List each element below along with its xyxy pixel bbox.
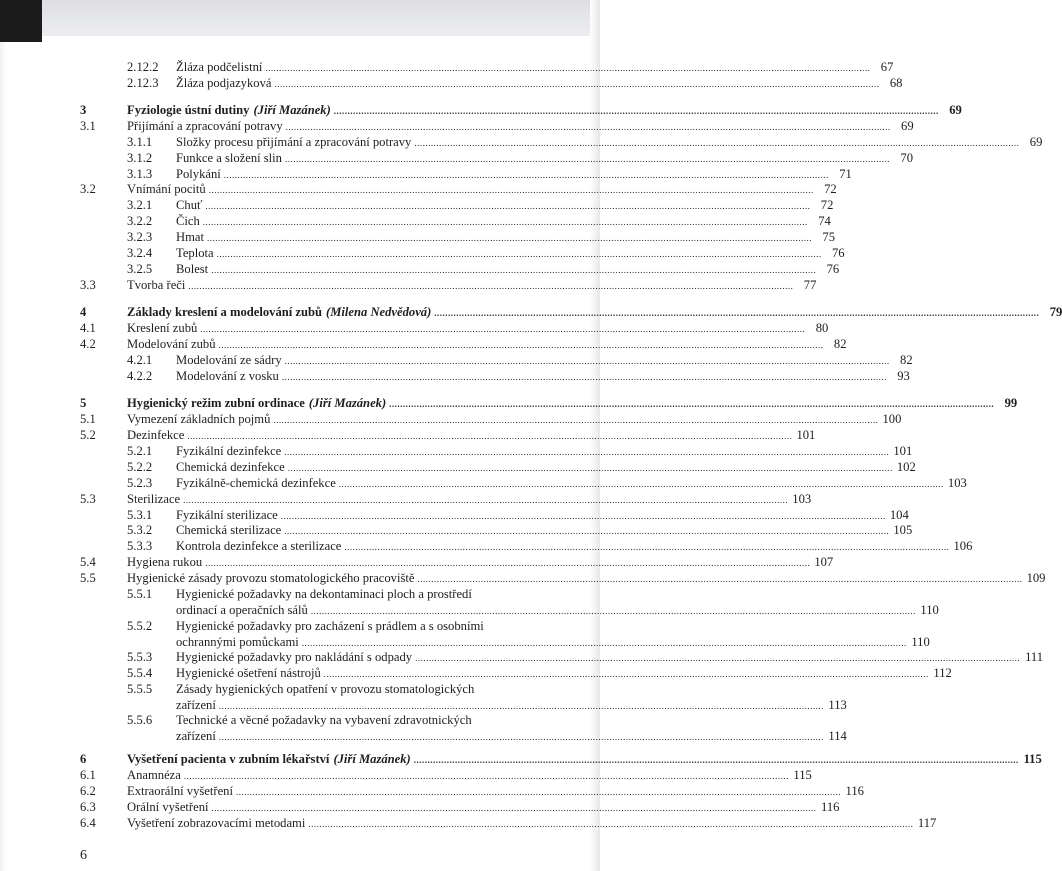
- toc-leader-dots: ............................................................................................................................................................................................................................: [274, 79, 880, 89]
- toc-entry-line: [176, 698, 847, 714]
- toc-entry[interactable]: [0, 182, 837, 198]
- toc-leader-dots: ............................................................................................................................................................................................................................: [323, 669, 929, 679]
- toc-entry-title: Anamnéza: [127, 768, 181, 782]
- toc-leader-dots: ............................................................................................................................................................................................................................: [414, 138, 1020, 148]
- toc-entry-number: 3.2.3: [127, 230, 153, 244]
- toc-entry-number: 3.1.1: [127, 135, 153, 149]
- toc-entry-number: 3.2: [80, 182, 96, 196]
- toc-entry-title-continued: zařízení: [176, 729, 216, 743]
- toc-entry[interactable]: [0, 230, 835, 246]
- toc-entry-line: [127, 396, 1018, 412]
- toc-entry[interactable]: [0, 508, 909, 524]
- toc-entry-line: [127, 555, 834, 571]
- toc-leader-dots: ............................................................................................................................................................................................................................: [417, 574, 1023, 584]
- toc-entry-page: 69: [1029, 135, 1043, 149]
- toc-entry-line: [176, 198, 834, 214]
- toc-entry-line: [127, 103, 962, 119]
- toc-entry-line: [176, 476, 967, 492]
- toc-entry-title: Polykání: [176, 167, 221, 181]
- toc-entry-line: [127, 492, 812, 508]
- toc-entry-line: [176, 650, 1044, 666]
- toc-leader-dots: ............................................................................................................................................................................................................................: [216, 249, 822, 259]
- toc-entry-page: 115: [793, 768, 812, 782]
- toc-entry-line: [176, 508, 909, 524]
- toc-entry[interactable]: [0, 784, 864, 800]
- toc-entry-title: Hygienické požadavky pro nakládání s odpady: [176, 650, 413, 664]
- toc-entry[interactable]: [0, 135, 1043, 151]
- toc-entry-line: [176, 369, 910, 385]
- toc-entry-number: 6.1: [80, 768, 96, 782]
- toc-entry-page: 75: [822, 230, 835, 244]
- toc-entry[interactable]: [0, 246, 845, 262]
- toc-entry-line: [176, 460, 916, 476]
- toc-entry-line: [176, 444, 913, 460]
- toc-entry-title: Funkce a složení slin: [176, 151, 282, 165]
- toc-entry[interactable]: [0, 523, 913, 539]
- toc-entry[interactable]: [0, 571, 1046, 587]
- toc-leader-dots: ............................................................................................................................................................................................................................: [434, 308, 1040, 318]
- toc-entry-line: [127, 816, 937, 832]
- toc-entry-number: 5.5: [80, 571, 96, 585]
- toc-entry-page: 99: [1004, 396, 1018, 410]
- toc-entry-page: 106: [953, 539, 973, 553]
- toc-entry-page: 77: [803, 278, 817, 292]
- toc-entry[interactable]: [0, 396, 1018, 412]
- toc-leader-dots: ............................................................................................................................................................................................................................: [187, 431, 793, 441]
- toc-entry-number: 5.5.5: [127, 682, 153, 696]
- toc-entry-page: 72: [824, 182, 837, 196]
- toc-entry-number: 3.2.5: [127, 262, 153, 276]
- toc-entry[interactable]: [0, 262, 840, 278]
- toc-entry-number: 2.12.2: [127, 60, 159, 74]
- toc-entry-page: 107: [814, 555, 834, 569]
- toc-leader-dots: ............................................................................................................................................................................................................................: [208, 185, 814, 195]
- toc-entry-page: 110: [920, 603, 939, 617]
- toc-leader-dots: ............................................................................................................................................................................................................................: [344, 542, 950, 552]
- toc-leader-dots: ............................................................................................................................................................................................................................: [188, 281, 794, 291]
- toc-entry-title: Modelování ze sádry: [176, 353, 282, 367]
- toc-entry-number: 2.12.3: [127, 76, 159, 90]
- toc-entry-title: Vyšetření zobrazovacími metodami: [127, 816, 306, 830]
- toc-entry-number: 4.1: [80, 321, 96, 335]
- toc-entry[interactable]: [0, 587, 939, 619]
- toc-leader-dots: ............................................................................................................................................................................................................................: [308, 819, 914, 829]
- toc-entry-title: Dezinfekce: [127, 428, 185, 442]
- toc-entry-title: Hygienické požadavky pro zacházení s prádlem a s osobními: [176, 619, 484, 633]
- toc-leader-dots: ............................................................................................................................................................................................................................: [284, 154, 890, 164]
- toc-leader-dots: ............................................................................................................................................................................................................................: [281, 372, 887, 382]
- toc-leader-dots: ............................................................................................................................................................................................................................: [200, 324, 806, 334]
- toc-entry-number: 4.2.2: [127, 369, 153, 383]
- toc-entry[interactable]: [0, 321, 829, 337]
- toc-leader-dots: ............................................................................................................................................................................................................................: [211, 265, 817, 275]
- toc-leader-dots: ............................................................................................................................................................................................................................: [333, 106, 939, 116]
- toc-entry-line: [127, 305, 1062, 321]
- toc-entry-page: 117: [917, 816, 937, 830]
- toc-entry-page: 70: [900, 151, 913, 165]
- toc-entry-number: 4.2: [80, 337, 96, 351]
- toc-entry-title: Modelování zubů: [127, 337, 216, 351]
- toc-entry-title: Přijímání a zpracování potravy: [127, 119, 283, 133]
- toc-entry-page: 116: [845, 784, 864, 798]
- toc-entry-line: [127, 278, 817, 294]
- toc-entry-title: Orální vyšetření: [127, 800, 209, 814]
- toc-leader-dots: ............................................................................................................................................................................................................................: [202, 217, 808, 227]
- toc-entry-number: 5.2.3: [127, 476, 153, 490]
- toc-entry-page: 69: [949, 103, 962, 117]
- toc-entry-number: 6: [80, 752, 87, 766]
- toc-entry-number: 5.3.3: [127, 539, 153, 553]
- toc-entry[interactable]: [0, 151, 913, 167]
- toc-entry[interactable]: [0, 119, 914, 135]
- toc-entry-title: Hygiena rukou: [127, 555, 203, 569]
- toc-leader-dots: ............................................................................................................................................................................................................................: [285, 122, 891, 132]
- toc-leader-dots: ............................................................................................................................................................................................................................: [413, 755, 1019, 765]
- toc-leader-dots: ............................................................................................................................................................................................................................: [205, 558, 811, 568]
- toc-entry[interactable]: [0, 214, 831, 230]
- toc-leader-dots: ............................................................................................................................................................................................................................: [205, 201, 811, 211]
- toc-entry-number: 5.4: [80, 555, 96, 569]
- toc-entry[interactable]: [0, 492, 812, 508]
- toc-entry-page: 111: [1025, 650, 1044, 664]
- toc-entry-line: [176, 523, 913, 539]
- toc-entry-line: [176, 619, 558, 634]
- toc-entry[interactable]: [0, 752, 1042, 768]
- toc-entry-title: Vyšetření pacienta v zubním lékařství: [127, 752, 330, 766]
- toc-entry-line: [176, 135, 1043, 151]
- toc-entry-number: 5.3: [80, 492, 96, 506]
- toc-leader-dots: ............................................................................................................................................................................................................................: [223, 170, 829, 180]
- toc-entry-number: 5.5.4: [127, 666, 153, 680]
- toc-entry-page: 69: [901, 119, 914, 133]
- toc-entry-line: [176, 214, 831, 230]
- toc-entry-page: 114: [828, 729, 847, 743]
- toc-entry[interactable]: [0, 412, 902, 428]
- toc-entry-line: [176, 682, 558, 697]
- toc-entry-page: 82: [833, 337, 847, 351]
- toc-entry-line: [127, 800, 840, 816]
- toc-entry-line: [127, 337, 847, 353]
- toc-entry-number: 5.3.1: [127, 508, 153, 522]
- toc-entry-number: 3.2.1: [127, 198, 153, 212]
- toc-entry-number: 4: [80, 305, 87, 319]
- toc-entry[interactable]: [0, 713, 847, 745]
- toc-leader-dots: ............................................................................................................................................................................................................................: [287, 463, 893, 473]
- toc-leader-dots: ............................................................................................................................................................................................................................: [284, 526, 890, 536]
- toc-entry-page: 102: [896, 460, 916, 474]
- toc-entry[interactable]: [0, 619, 930, 651]
- toc-entry-number: 5.2: [80, 428, 96, 442]
- toc-entry-page: 71: [839, 167, 852, 181]
- toc-entry[interactable]: [0, 666, 952, 682]
- toc-leader-dots: ............................................................................................................................................................................................................................: [273, 415, 879, 425]
- toc-entry-number: 5.5.6: [127, 713, 153, 727]
- toc-entry-page: 76: [826, 262, 840, 276]
- toc-entry-line: [127, 428, 816, 444]
- toc-entry[interactable]: [0, 337, 847, 353]
- toc-entry-title: Chemická dezinfekce: [176, 460, 285, 474]
- toc-entry[interactable]: [0, 198, 834, 214]
- toc-entry-line: [127, 412, 902, 428]
- toc-entry-title: Fyziologie ústní dutiny: [127, 103, 250, 117]
- toc-entry-number: 3.2.2: [127, 214, 153, 228]
- toc-entry-line: [176, 729, 847, 745]
- toc-entry[interactable]: [0, 460, 916, 476]
- toc-entry-number: 5.5.3: [127, 650, 153, 664]
- toc-entry[interactable]: [0, 816, 937, 832]
- toc-entry-page: 93: [897, 369, 910, 383]
- toc-entry-page: 103: [792, 492, 812, 506]
- toc-entry-line: [176, 587, 558, 602]
- toc-entry-line: [176, 262, 840, 278]
- toc-entry[interactable]: [0, 444, 913, 460]
- toc-entry-page: 104: [889, 508, 909, 522]
- toc-leader-dots: ............................................................................................................................................................................................................................: [206, 233, 812, 243]
- toc-entry-page: 74: [818, 214, 831, 228]
- toc-entry-page: 109: [1026, 571, 1046, 585]
- toc-entry-page: 105: [893, 523, 913, 537]
- toc-entry-page: 116: [821, 800, 840, 814]
- toc-entry-title: Žláza podčelistní: [176, 60, 263, 74]
- toc-entry-title: Základy kreslení a modelování zubů: [127, 305, 323, 319]
- toc-entry[interactable]: [0, 428, 816, 444]
- toc-entry-number: 3.1.2: [127, 151, 153, 165]
- toc-entry-number: 5.2.1: [127, 444, 153, 458]
- toc-entry-author: (Milena Nedvědová): [326, 305, 432, 319]
- toc-entry-page: 113: [828, 698, 847, 712]
- toc-entry-title: Hygienické ošetření nástrojů: [176, 666, 321, 680]
- toc-entry[interactable]: [0, 305, 1062, 321]
- toc-entry-number: 3: [80, 103, 87, 117]
- toc-entry-line: [176, 539, 973, 555]
- toc-leader-dots: ............................................................................................................................................................................................................................: [235, 787, 841, 797]
- toc-entry-title: Modelování z vosku: [176, 369, 279, 383]
- toc-entry[interactable]: [0, 539, 973, 555]
- toc-leader-dots: ............................................................................................................................................................................................................................: [415, 653, 1021, 663]
- toc-entry-title: Vymezení základních pojmů: [127, 412, 271, 426]
- toc-entry-page: 103: [947, 476, 967, 490]
- toc-entry-title: Chuť: [176, 198, 203, 212]
- toc-entry-number: 5.5.1: [127, 587, 153, 601]
- toc-entry-line: [176, 76, 903, 92]
- toc-entry-line: [127, 182, 837, 198]
- toc-entry-title: Hygienický režim zubní ordinace: [127, 396, 305, 410]
- toc-entry[interactable]: [0, 800, 840, 816]
- toc-leader-dots: ............................................................................................................................................................................................................................: [218, 732, 824, 742]
- toc-entry[interactable]: [0, 278, 817, 294]
- toc-entry-title: Bolest: [176, 262, 209, 276]
- toc-entry-line: [176, 603, 939, 619]
- toc-entry-number: 4.2.1: [127, 353, 153, 367]
- toc-entry-page: 79: [1049, 305, 1062, 319]
- toc-leader-dots: ............................................................................................................................................................................................................................: [301, 638, 907, 648]
- toc-leader-dots: ............................................................................................................................................................................................................................: [284, 356, 890, 366]
- toc-entry-title: Žláza podjazyková: [176, 76, 272, 90]
- toc-leader-dots: ............................................................................................................................................................................................................................: [211, 803, 817, 813]
- toc-entry-line: [127, 752, 1042, 768]
- toc-entry[interactable]: [0, 476, 967, 492]
- toc-entry-title: Fyzikálně-chemická dezinfekce: [176, 476, 336, 490]
- toc-entry-title: Chemická sterilizace: [176, 523, 282, 537]
- toc-entry-page: 76: [832, 246, 845, 260]
- toc-entry[interactable]: [0, 60, 894, 76]
- toc-entry-author: (Jiří Mazánek): [333, 752, 411, 766]
- toc-entry[interactable]: [0, 768, 812, 784]
- toc-entry-page: 110: [911, 635, 930, 649]
- toc-entry-title: Fyzikální sterilizace: [176, 508, 278, 522]
- toc-entry-page: 100: [882, 412, 902, 426]
- toc-entry-page: 67: [880, 60, 894, 74]
- toc-entry[interactable]: [0, 650, 1044, 666]
- toc-entry-number: 5: [80, 396, 87, 410]
- page-number: 6: [80, 848, 87, 863]
- toc-entry[interactable]: [0, 682, 847, 714]
- toc-entry-line: [127, 784, 864, 800]
- toc-entry-title: Vnímání pocitů: [127, 182, 206, 196]
- toc-leader-dots: ............................................................................................................................................................................................................................: [183, 495, 789, 505]
- toc-entry-line: [127, 119, 914, 135]
- toc-entry[interactable]: [0, 369, 910, 385]
- toc-entry-title: Teplota: [176, 246, 214, 260]
- toc-entry-title: Fyzikální dezinfekce: [176, 444, 282, 458]
- toc-entry-line: [176, 151, 913, 167]
- toc-entry-line: [176, 60, 894, 76]
- toc-entry[interactable]: [0, 103, 962, 119]
- toc-entry[interactable]: [0, 76, 903, 92]
- toc-leader-dots: ............................................................................................................................................................................................................................: [310, 606, 916, 616]
- toc-entry-title: Složky procesu přijímání a zpracování potravy: [176, 135, 412, 149]
- toc-entry-title: Kontrola dezinfekce a sterilizace: [176, 539, 342, 553]
- toc-leader-dots: ............................................................................................................................................................................................................................: [218, 701, 824, 711]
- toc-entry-author: (Jiří Mazánek): [308, 396, 387, 410]
- toc-entry-line: [176, 666, 952, 682]
- toc-entry-title: Hmat: [176, 230, 204, 244]
- toc-entry-title: Zásady hygienických opatření v provozu stomatologických: [176, 682, 475, 696]
- toc-leader-dots: ............................................................................................................................................................................................................................: [338, 479, 944, 489]
- toc-entry-line: [176, 230, 835, 246]
- toc-entry-title: Hygienické zásady provozu stomatologického pracoviště: [127, 571, 415, 585]
- toc-entry-number: 6.4: [80, 816, 96, 830]
- toc-entry-line: [127, 321, 829, 337]
- toc-entry-number: 5.1: [80, 412, 96, 426]
- toc-entry-number: 3.1.3: [127, 167, 153, 181]
- toc-entry-page: 68: [889, 76, 903, 90]
- toc-entry[interactable]: [0, 167, 852, 183]
- toc-leader-dots: ............................................................................................................................................................................................................................: [183, 771, 789, 781]
- toc-leader-dots: ............................................................................................................................................................................................................................: [265, 63, 871, 73]
- toc-entry-page: 82: [900, 353, 913, 367]
- toc-entry-page: 72: [820, 198, 834, 212]
- toc-entry-line: [127, 571, 1046, 587]
- toc-entry-line: [176, 167, 852, 183]
- toc-entry-title-continued: ordinací a operačních sálů: [176, 603, 308, 617]
- toc-entry-line: [176, 713, 558, 728]
- toc-entry-number: 5.3.2: [127, 523, 153, 537]
- toc-entry-title: Hygienické požadavky na dekontaminaci ploch a prostředí: [176, 587, 472, 601]
- toc-entry-number: 3.1: [80, 119, 96, 133]
- toc-entry-line: [176, 353, 913, 369]
- toc-entry-title: Extraorální vyšetření: [127, 784, 233, 798]
- toc-entry-number: 6.2: [80, 784, 96, 798]
- toc-entry-page: 101: [893, 444, 913, 458]
- toc-leader-dots: ............................................................................................................................................................................................................................: [284, 447, 890, 457]
- toc-leader-dots: ............................................................................................................................................................................................................................: [389, 399, 995, 409]
- toc-entry-title: Tvorba řeči: [127, 278, 186, 292]
- toc-entry-page: 101: [796, 428, 816, 442]
- toc-entry-number: 3.2.4: [127, 246, 153, 260]
- toc-entry-line: [176, 246, 845, 262]
- toc-entry[interactable]: [0, 555, 834, 571]
- toc-entry-title: Kreslení zubů: [127, 321, 198, 335]
- toc-entry-author: (Jiří Mazánek): [253, 103, 331, 117]
- toc-entry-page: 115: [1023, 752, 1042, 766]
- toc-entry-number: 6.3: [80, 800, 96, 814]
- toc-entry-line: [127, 768, 812, 784]
- toc-entry-number: 5.2.2: [127, 460, 153, 474]
- toc-entry-page: 80: [815, 321, 829, 335]
- toc-entry-number: 5.5.2: [127, 619, 153, 633]
- toc-entry-title: Technické a věcné požadavky na vybavení zdravotnických: [176, 713, 472, 727]
- toc-entry-page: 112: [933, 666, 952, 680]
- toc-entry-title-continued: zařízení: [176, 698, 216, 712]
- toc-entry-line: [176, 635, 930, 651]
- toc-entry-title: Sterilizace: [127, 492, 181, 506]
- toc-leader-dots: ............................................................................................................................................................................................................................: [218, 340, 824, 350]
- toc-entry-title: Čich: [176, 214, 200, 228]
- toc-entry-number: 3.3: [80, 278, 96, 292]
- toc-entry-title-continued: ochrannými pomůckami: [176, 635, 299, 649]
- toc-leader-dots: ............................................................................................................................................................................................................................: [280, 511, 886, 521]
- toc-entry[interactable]: [0, 353, 913, 369]
